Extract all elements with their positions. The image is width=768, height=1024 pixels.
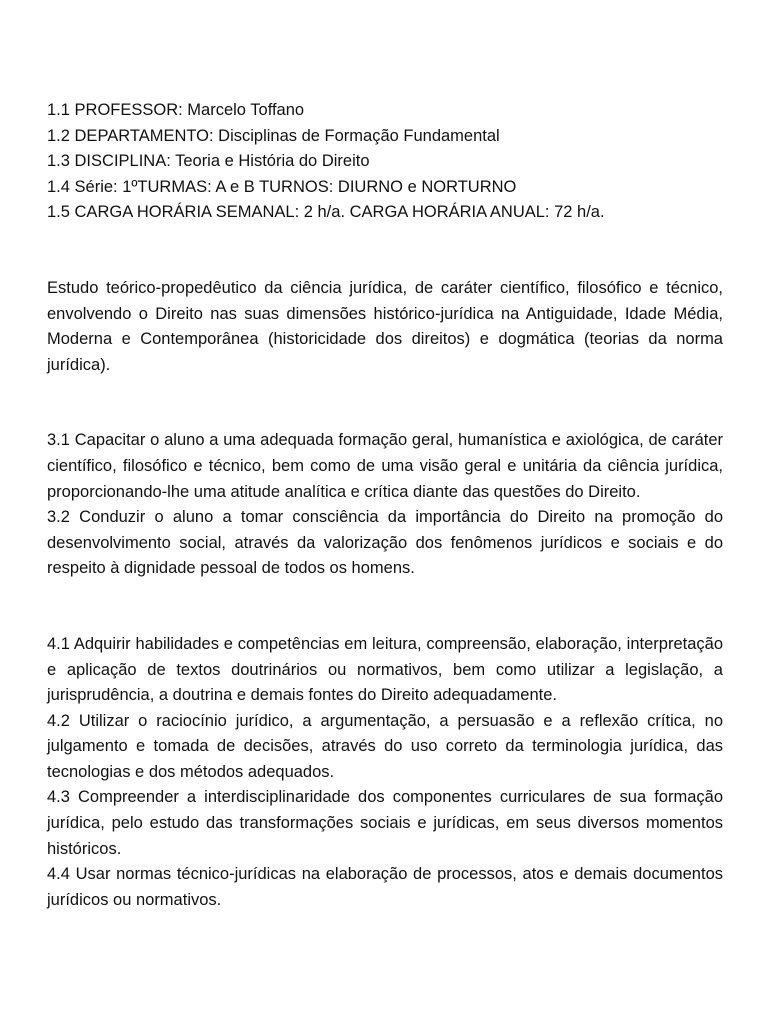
competency-item: 4.3 Compreender a interdisciplinaridade dos componentes curriculares de sua formação jurídica, pelo estudo das transformações sociais e jurídicas, em seus diversos momentos históricos. <box>47 788 723 858</box>
workload-line: 1.5 CARGA HORÁRIA SEMANAL: 2 h/a. CARGA HORÁRIA ANUAL: 72 h/a. <box>47 203 605 222</box>
competency-item: 4.2 Utilizar o raciocínio jurídico, a argumentação, a persuasão e a reflexão crítica, no julgamento e tomada de decisões, através do uso correto da terminologia jurídica, das tecnologias e dos métodos adequados. <box>47 711 723 781</box>
discipline-line: 1.3 DISCIPLINA: Teoria e História do Direito <box>47 152 370 171</box>
objectives-section <box>47 428 723 582</box>
competencies-section <box>47 632 723 914</box>
competency-item: 4.4 Usar normas técnico-jurídicas na elaboração de processos, atos e demais documentos jurídicos ou normativos. <box>47 865 723 909</box>
identification-section <box>47 98 723 226</box>
objective-item: 3.1 Capacitar o aluno a uma adequada formação geral, humanística e axiológica, de caráter científico, filosófico e técnico, bem como de uma visão geral e unitária da ciência jurídica, proporcionando-lhe uma atitude analítica e crítica diante das questões do Direito. <box>47 431 723 501</box>
competency-item: 4.1 Adquirir habilidades e competências em leitura, compreensão, elaboração, interpretação e aplicação de textos doutrinários ou normativos, bem como utilizar a legislação, a jurisprudência, a doutrina e demais fontes do Direito adequadamente. <box>47 634 723 705</box>
series-line: 1.4 Série: 1ºTURMAS: A e B TURNOS: DIURNO e NORTURNO <box>47 177 517 196</box>
ementa-paragraph: Estudo teórico-propedêutico da ciência jurídica, de caráter científico, filosófico e técnico, envolvendo o Direito nas suas dimensões histórico-jurídica na Antiguidade, Idade Média, Moderna e Contemporânea (historicidade dos direitos) e dogmática (teorias da norma jurídica). <box>47 278 723 374</box>
objective-item: 3.2 Conduzir o aluno a tomar consciência da importância do Direito na promoção do desenvolvimento social, através da valorização dos fenômenos jurídicos e sociais e do respeito à dignidade pessoal de todos os homens. <box>47 508 723 578</box>
ementa-section <box>47 276 723 378</box>
professor-line: 1.1 PROFESSOR: Marcelo Toffano <box>47 101 305 119</box>
department-line: 1.2 DEPARTAMENTO: Disciplinas de Formação Fundamental <box>47 126 500 145</box>
document-page <box>47 98 723 913</box>
